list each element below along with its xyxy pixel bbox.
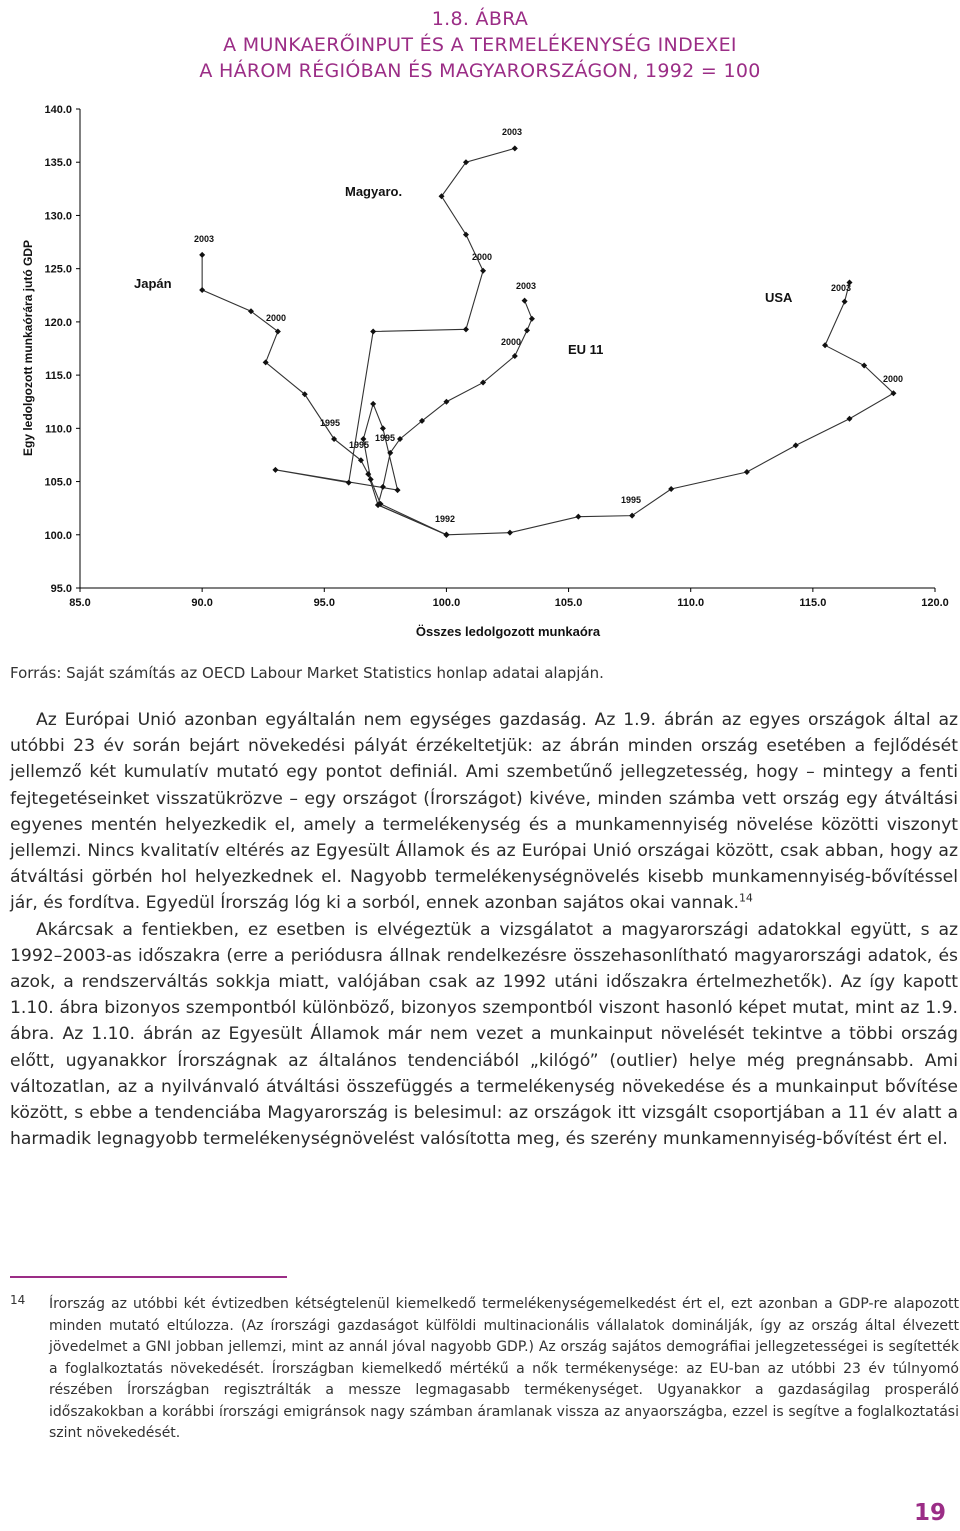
data-point-magyaro- (395, 487, 401, 493)
x-tick-label: 115.0 (799, 597, 827, 609)
footnote-divider (10, 1276, 287, 1278)
footnote-text: Írország az utóbbi két évtizedben kétségtelenül kiemelkedő termelékenységemelkedést ért el, ezt azonban a GDP-re alapozott minden mutató eltúlozza. (Az írországi gazdaságot külföldi multinacionális vállalatok dominálják, így az ország által élvezett jövedelmet a GNI jobban jellemzi, mint az annál jóval nagyobb GDP.) Az ország sajátos demográfiai jellegzetességei is segítették a foglalkoztatás növekedését. Írországban kiemelkedő mértékű a nők termékenysége: az EU-ban az utóbbi 23 év túlnyomó részében Írországban regisztrálták a messze legmagasabb termékenységet. Ugyanakkor a gazdaságilag prosperáló időszakokban a korábbi írországi emigránsok nagy számban áramlanak vissza az anyaországba, ezzel is segítve a foglalkoztatási szint növekedését. (49, 1296, 959, 1441)
chart-annotation: 1995 (349, 440, 370, 450)
chart-annotation: 1995 (375, 433, 396, 443)
data-point-magyaro- (463, 326, 469, 332)
data-point-magyaro- (346, 480, 352, 486)
x-tick-label: 85.0 (69, 597, 91, 609)
figure-title-line1: A MUNKAERŐINPUT ÉS A TERMELÉKENYSÉG INDEXEI (223, 34, 737, 56)
x-tick-label: 90.0 (191, 597, 213, 609)
x-axis-label: Összes ledolgozott munkaóra (415, 624, 601, 639)
chart-annotation: 2000 (266, 313, 287, 323)
series-line-usa (446, 283, 893, 535)
y-tick-label: 95.0 (50, 583, 72, 595)
data-point-magyaro- (380, 425, 386, 431)
data-point-magyaro- (512, 145, 518, 151)
data-point-usa (575, 514, 581, 520)
data-point-usa (793, 442, 799, 448)
chart-annotation: USA (765, 290, 793, 305)
data-point-magyaro- (370, 401, 376, 407)
data-point-magyaro- (463, 232, 469, 238)
x-tick-label: 110.0 (677, 597, 705, 609)
chart-annotation: Japán (134, 276, 172, 291)
y-tick-label: 115.0 (45, 370, 72, 383)
data-point-usa (629, 513, 635, 519)
y-tick-label: 135.0 (44, 157, 72, 170)
chart-annotation: 1995 (320, 418, 341, 428)
y-axis-label: Egy ledolgozott munkaórára jutó GDP (21, 239, 35, 457)
paragraph-2: Akárcsak a fentiekben, ez esetben is elvégeztük a vizsgálatot a magyarországi adatokkal együtt, s az 1992–2003-as időszakra (erre a periódusra állnak rendelkezésre összehasonlítható magyarországi adatok, és azok, a rendszerváltás sokkja miatt, valójában csak az 1992 utáni időszakra értelmezhetők). Az így kapott 1.10. ábra bizonyos szempontból különböző, bizonyos szempontból viszont hasonló képet mutat, mint az 1.9. ábra. Az 1.10. ábrán az Egyesült Államok már nem vezet a munkainput növelését tekintve a többi ország előtt, ugyanakkor Írországnak az általános tendenciából „kilógó” (outlier) helye még pregnánsabb. Ami változatlan, az a nyilvánvaló átváltási összefüggés a termelékenység növekedése és a munkainput bővítése között, s ebbe a tendenciába Magyarország is belesimul: az országok itt vizsgált csoportjában a 11 év alatt a harmadik legnagyobb termelékenységnövelést valósította meg, és szerény munkamennyiség-bővítést ért el. (10, 919, 958, 1150)
chart-annotation: 2003 (502, 127, 523, 137)
chart-annotation: 2000 (472, 252, 493, 262)
chart-annotation: 1992 (435, 514, 456, 524)
data-point-eu-11 (522, 298, 528, 304)
chart-annotation: 2000 (883, 374, 904, 384)
figure-number: 1.8. ÁBRA (431, 8, 529, 30)
series-line-magyaro- (275, 148, 514, 534)
paragraph-1 (10, 707, 958, 917)
footnote-number: 14 (10, 1293, 26, 1307)
footnote-ref[interactable]: 14 (738, 891, 753, 905)
chart-annotation: 2003 (831, 283, 852, 293)
x-tick-label: 95.0 (313, 597, 335, 609)
data-point-usa (822, 342, 828, 348)
body-text (10, 707, 958, 1152)
data-point-eu-11 (529, 316, 535, 322)
series-line-jap-n (202, 255, 446, 535)
data-point-magyaro- (368, 476, 374, 482)
chart-annotation: EU 11 (568, 342, 604, 357)
data-point-usa (847, 416, 853, 422)
data-point-magyaro- (480, 268, 486, 274)
data-point-magyaro- (370, 328, 376, 334)
series-line-eu-11 (378, 301, 532, 535)
data-point-usa (507, 530, 513, 536)
data-point-usa (668, 486, 674, 492)
x-tick-label: 120.0 (921, 597, 949, 609)
y-tick-label: 140.0 (44, 104, 72, 116)
data-point-eu-11 (380, 484, 386, 490)
y-tick-label: 125.0 (44, 263, 72, 276)
chart (0, 92, 960, 652)
data-point-magyaro- (272, 467, 278, 473)
y-tick-label: 105.0 (44, 476, 72, 489)
chart-annotation: 1995 (621, 495, 642, 505)
chart-annotation: 2003 (194, 234, 215, 244)
y-tick-label: 100.0 (44, 529, 72, 542)
data-point-usa (842, 299, 848, 305)
source-note: Forrás: Saját számítás az OECD Labour Market Statistics honlap adatai alapján. (10, 664, 604, 682)
data-point-usa (443, 532, 449, 538)
data-point-usa (744, 469, 750, 475)
x-tick-label: 105.0 (554, 597, 583, 609)
data-point-jap-n (199, 287, 205, 293)
figure-title-line2: A HÁROM RÉGIÓBAN ÉS MAGYARORSZÁGON, 1992 = 100 (199, 60, 761, 82)
chart-annotation: 2000 (501, 337, 522, 347)
data-point-eu-11 (524, 327, 530, 333)
data-point-jap-n (199, 252, 205, 258)
x-tick-label: 100.0 (432, 597, 461, 609)
y-tick-label: 110.0 (45, 423, 72, 436)
y-tick-label: 120.0 (44, 316, 72, 329)
paragraph-1-text: Az Európai Unió azonban egyáltalán nem egységes gazdaság. Az 1.9. ábrán az egyes országok által az utóbbi 23 év során bejárt növekedési pályát érzékeltetjük: az ábrán minden ország esetében a fejlődését jellemző két kumulatív mutató egy pontot definiál. Ami szembetűnő jellegzetesség, hogy – mintegy a fenti fejtegetéseinket visszatükrözve – egy országot (Írországot) kivéve, minden számba vett ország egy átváltási egyenes mentén helyezkedik el, amely a termelékenység és a munkamennyiség növelése közötti viszonyt jellemzi. Nincs kvalitatív eltérés az Egyesült Államok és az Európai Unió országai között, csak abban, hogy az átváltási görbén hol helyezkednek el. Nagyobb termelékenységnövelés kisebb munkamennyiség-bővítéssel jár, és fordítva. Egyedül Írország lóg ki a sorból, ennek azonban sajátos okai vannak. (10, 710, 958, 914)
chart-annotation: 2003 (516, 281, 537, 291)
chart-annotation: Magyaro. (345, 184, 403, 199)
page-number: 19 (913, 1500, 946, 1526)
y-tick-label: 130.0 (44, 210, 72, 223)
